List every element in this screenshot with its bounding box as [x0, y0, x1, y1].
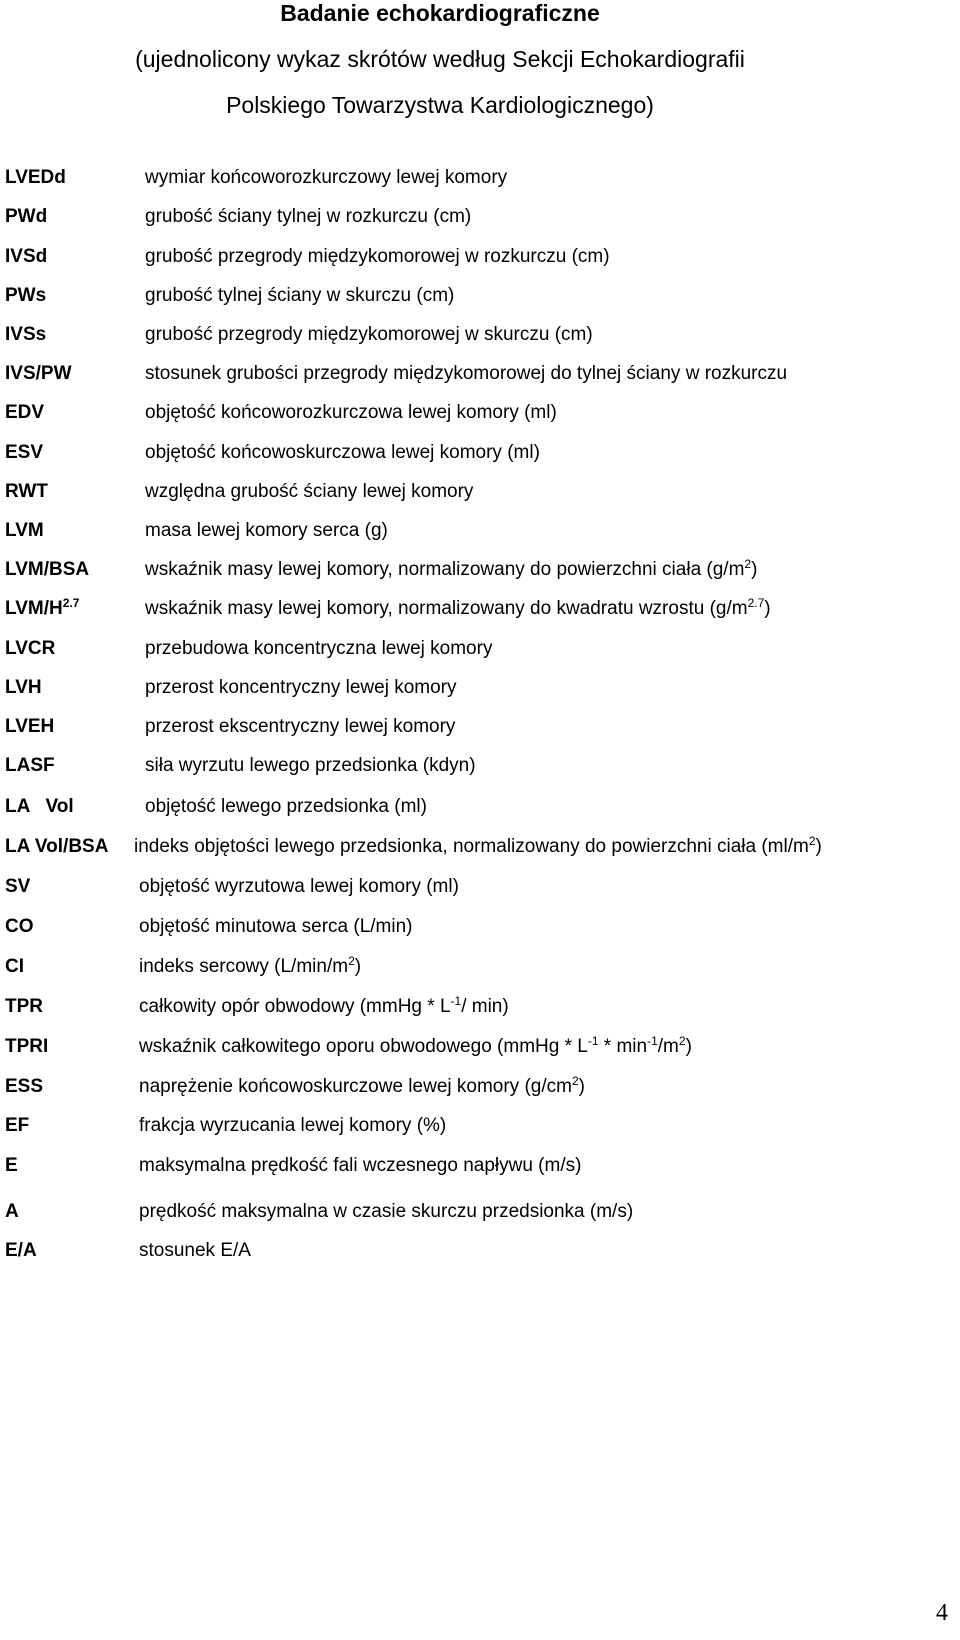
abbreviation-description: wymiar końcoworozkurczowy lewej komory [145, 167, 508, 188]
abbreviation: LVCR [5, 638, 56, 659]
abbreviation-row [0, 1076, 960, 1106]
abbreviation-description: przerost ekscentryczny lewej komory [145, 716, 456, 737]
abbreviation: SV [5, 876, 31, 897]
abbreviation: LVH [5, 677, 42, 698]
abbreviation-row [0, 1115, 960, 1145]
abbreviation-row [0, 559, 960, 589]
abbreviation: ESS [5, 1076, 44, 1097]
abbreviation-row [0, 206, 960, 236]
abbreviation-row [0, 716, 960, 746]
abbreviation: LVM/BSA [5, 559, 90, 580]
abbreviation: LVM [5, 520, 44, 541]
abbreviation: TPR [5, 996, 43, 1017]
abbreviation-row [0, 1240, 960, 1270]
abbreviation: PWd [5, 206, 48, 227]
abbreviation-description: względna grubość ściany lewej komory [145, 481, 474, 502]
document-subtitle-line-1: (ujednolicony wykaz skrótów według Sekcji Echokardiografii [135, 46, 745, 72]
abbreviation-row [0, 442, 960, 472]
abbreviation: PWs [5, 285, 47, 306]
abbreviation-row [0, 916, 960, 946]
abbreviation-description: grubość przegrody międzykomorowej w skurczu (cm) [145, 324, 593, 345]
abbreviation-description: grubość tylnej ściany w skurczu (cm) [145, 285, 455, 306]
abbreviation-row [0, 285, 960, 315]
abbreviation: IVS/PW [5, 363, 72, 384]
abbreviation-description: objętość minutowa serca (L/min) [139, 916, 413, 937]
abbreviation-description: frakcja wyrzucania lewej komory (%) [139, 1115, 447, 1136]
abbreviation-row [0, 677, 960, 707]
abbreviation-row [0, 876, 960, 906]
abbreviation: LVEDd [5, 167, 66, 188]
abbreviation-row [0, 638, 960, 668]
abbreviation: CO [5, 916, 34, 937]
abbreviation-description: prędkość maksymalna w czasie skurczu przedsionka (m/s) [139, 1201, 634, 1222]
abbreviation-description: stosunek E/A [139, 1240, 251, 1261]
abbreviation: LVM/$H^{2.7}$ [5, 596, 80, 619]
abbreviation: EF [5, 1115, 30, 1136]
abbreviation-description: stosunek grubości przegrody międzykomorowej do tylnej ściany w rozkurczu [145, 363, 788, 384]
abbreviation: LA Vol [5, 796, 74, 817]
abbreviation-description: naprężenie końcowoskurczowe lewej komory $(g/cm^2)$ [139, 1074, 585, 1097]
abbreviation: TPRI [5, 1036, 49, 1057]
abbreviation-row [0, 1201, 960, 1231]
abbreviation-description: grubość przegrody międzykomorowej w rozkurczu (cm) [145, 246, 610, 267]
abbreviation-description: objętość końcowoskurczowa lewej komory (ml) [145, 442, 540, 463]
abbreviation-description: całkowity opór obwodowy (mmHg * $L^{-1}/$ min) [139, 994, 509, 1017]
abbreviation: LASF [5, 755, 55, 776]
abbreviation: LVEH [5, 716, 55, 737]
abbreviation: IVSs [5, 324, 47, 345]
abbreviation-row [0, 956, 960, 986]
abbreviation: LA Vol/BSA [5, 836, 109, 857]
abbreviation: IVSd [5, 246, 48, 267]
abbreviation-description: wskaźnik masy lewej komory, normalizowany do powierzchni ciała $(g/m^2)$ [145, 557, 758, 580]
abbreviation-row [0, 246, 960, 276]
abbreviation: A [5, 1201, 19, 1222]
abbreviation-description: maksymalna prędkość fali wczesnego napływu (m/s) [139, 1155, 582, 1176]
abbreviation-row [0, 324, 960, 354]
abbreviation-description: przebudowa koncentryczna lewej komory [145, 638, 493, 659]
abbreviation-description: wskaźnik całkowitego oporu obwodowego (mmHg * $L^{-1} * \min^{-1}/m^2$) [139, 1034, 692, 1057]
abbreviation-row [0, 167, 960, 197]
abbreviation-row [0, 363, 960, 393]
abbreviation-description: grubość ściany tylnej w rozkurczu (cm) [145, 206, 472, 227]
abbreviation: E [5, 1155, 18, 1176]
abbreviation-row [0, 796, 960, 826]
abbreviation-description: masa lewej komory serca (g) [145, 520, 388, 541]
abbreviation-row [0, 481, 960, 511]
abbreviation-description: siła wyrzutu lewego przedsionka (kdyn) [145, 755, 476, 776]
abbreviation-row [0, 755, 960, 785]
document-title: Badanie echokardiograficzne [280, 0, 600, 26]
abbreviation-description: objętość końcoworozkurczowa lewej komory (ml) [145, 402, 557, 423]
abbreviation-description: objętość wyrzutowa lewej komory (ml) [139, 876, 459, 897]
abbreviation: CI [5, 956, 24, 977]
abbreviation-row [0, 402, 960, 432]
abbreviation: E/A [5, 1240, 37, 1261]
abbreviation-row [0, 996, 960, 1026]
abbreviation-row [0, 598, 960, 628]
abbreviation: EDV [5, 402, 45, 423]
abbreviation-row [0, 1155, 960, 1185]
abbreviation: RWT [5, 481, 48, 502]
abbreviation: ESV [5, 442, 44, 463]
abbreviation-description: wskaźnik masy lewej komory, normalizowany do kwadratu wzrostu $(g/m^{2.7})$ [145, 596, 771, 619]
abbreviation-description: indeks objętości lewego przedsionka, normalizowany do powierzchni ciała $(ml/m^2)$ [134, 834, 822, 857]
abbreviation-description: objętość lewego przedsionka (ml) [145, 796, 427, 817]
abbreviation-row [0, 1036, 960, 1066]
abbreviation-description: indeks sercowy $(L/\min/m^2)$ [139, 954, 362, 977]
page-number: 4 [936, 1600, 948, 1626]
document-subtitle-line-2: Polskiego Towarzystwa Kardiologicznego) [226, 92, 654, 118]
abbreviation-row [0, 836, 960, 866]
abbreviation-row [0, 520, 960, 550]
abbreviation-description: przerost koncentryczny lewej komory [145, 677, 457, 698]
